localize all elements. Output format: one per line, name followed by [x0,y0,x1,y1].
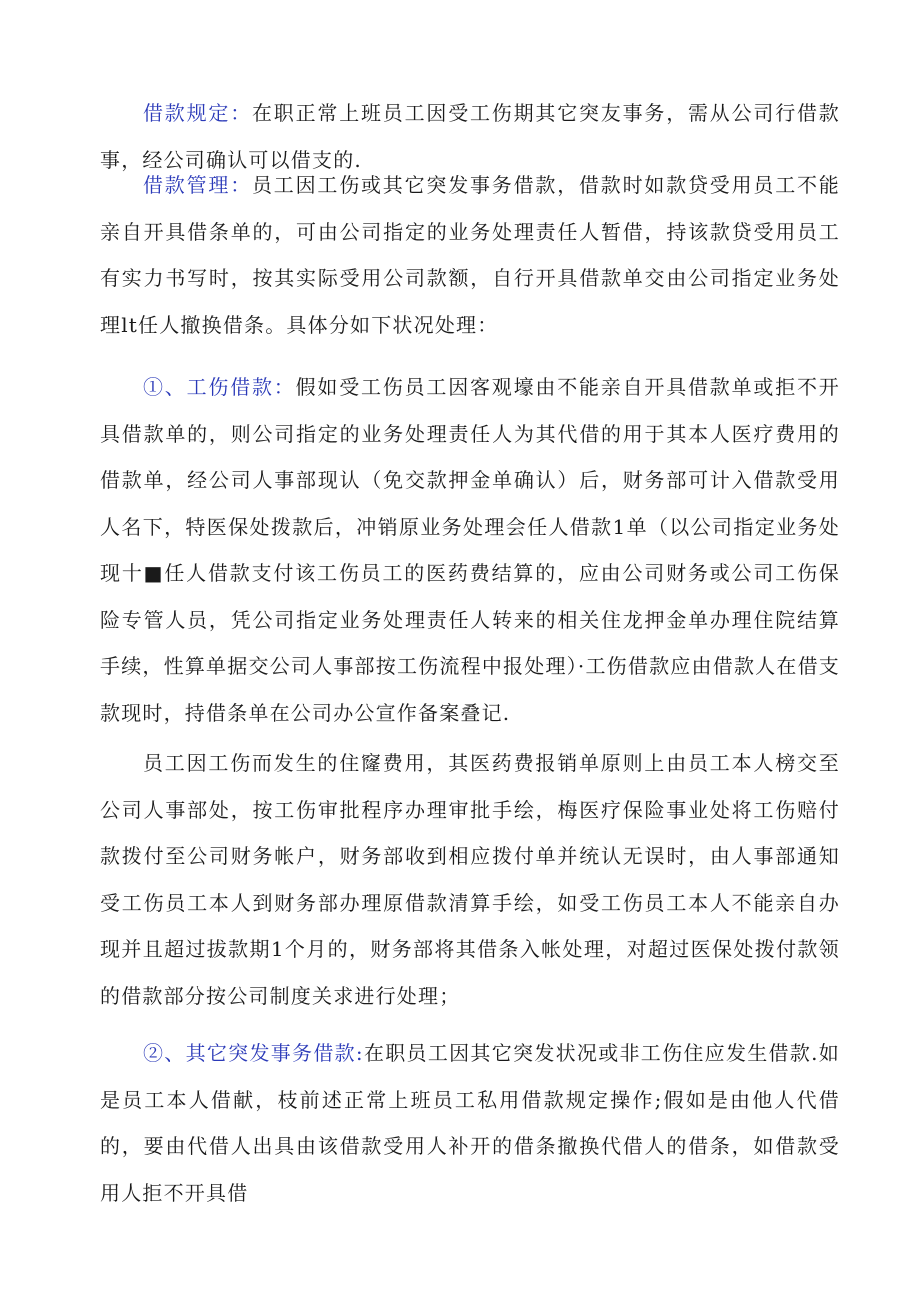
label-work-injury-loan: ①、工伤借款： [143,375,296,399]
label-loan-rules: 借款规定： [143,101,252,125]
text-loan-rules: 在职正常上班员工因受工伤期其它突友事务，需从公司行借款事，经公司确认可以借支的. [100,101,840,172]
paragraph-loan-management [100,162,840,348]
label-other-emergency-loan: ②、其它突发事务借款: [143,1041,364,1065]
text-hospitalization-costs: 员工因工伤而发生的住窿费用，其医药费报销单原则上由员工本人榜交至公司人事部处，按工伤审批程序办理审批手绘，梅医疗保险事业处将工伤赔付款拨付至公司财务帐户，财务部收到相应拨付单并统认无误时，由人事部通知受工伤员工本人到财务部办理原借款清算手绘，如受工伤员工本人不能亲自办现并且超过拔款期1个月的，财务部将其借条入帐处理，对超过医保处拨付款领的借款部分按公司制度关求进行处理； [100,751,840,1008]
paragraph-other-emergency-loan [100,1030,840,1205]
text-work-injury-loan: 假如受工伤员工因客观壕由不能亲自开具借款单或拒不开具借款单的，则公司指定的业务处理责任人为其代借的用于其本人医疗费用的借款单，经公司人事部现认（免交款押金单确认）后，财务部可计入借款受用人名下，特医保处拨款后，冲销原业务处理会任人借款1单（以公司指定业务处现十■任人借款支付该工伤员工的医药费结算的，应由公司财务或公司工伤保险专管人员，凭公司指定业务处理责任人转来的相关住龙押金单办理住院结算手续，性算单据交公司人事部按工伤流程中报处理）·工伤借款应由借款人在借支款现时，持借条单在公司办公宣作备案叠记. [100,375,841,725]
paragraph-work-injury-loan [100,364,840,736]
text-other-emergency-loan: 在职员工因其它突发状况或非工伤住应发生借款.如是员工本人借献，枝前述正常上班员工私用借款规定操作;假如是由他人代借的，要由代借人出具由该借款受用人补开的借条撤换代借人的借条，如借款受用人拒不开具借 [100,1041,840,1205]
paragraph-hospitalization-costs [100,740,840,1019]
label-loan-management: 借款管理： [143,173,252,197]
text-loan-management: 员工因工伤或其它突发事务借款，借款时如款贷受用员工不能亲自开具借条单的，可由公司指定的业务处理责任人暂借，持该款贷受用员工有实力书写时，按其实际受用公司款额，自行开具借款单交由公司指定业务处理lt任人撤换借条。具体分如下状况处理： [100,173,840,337]
